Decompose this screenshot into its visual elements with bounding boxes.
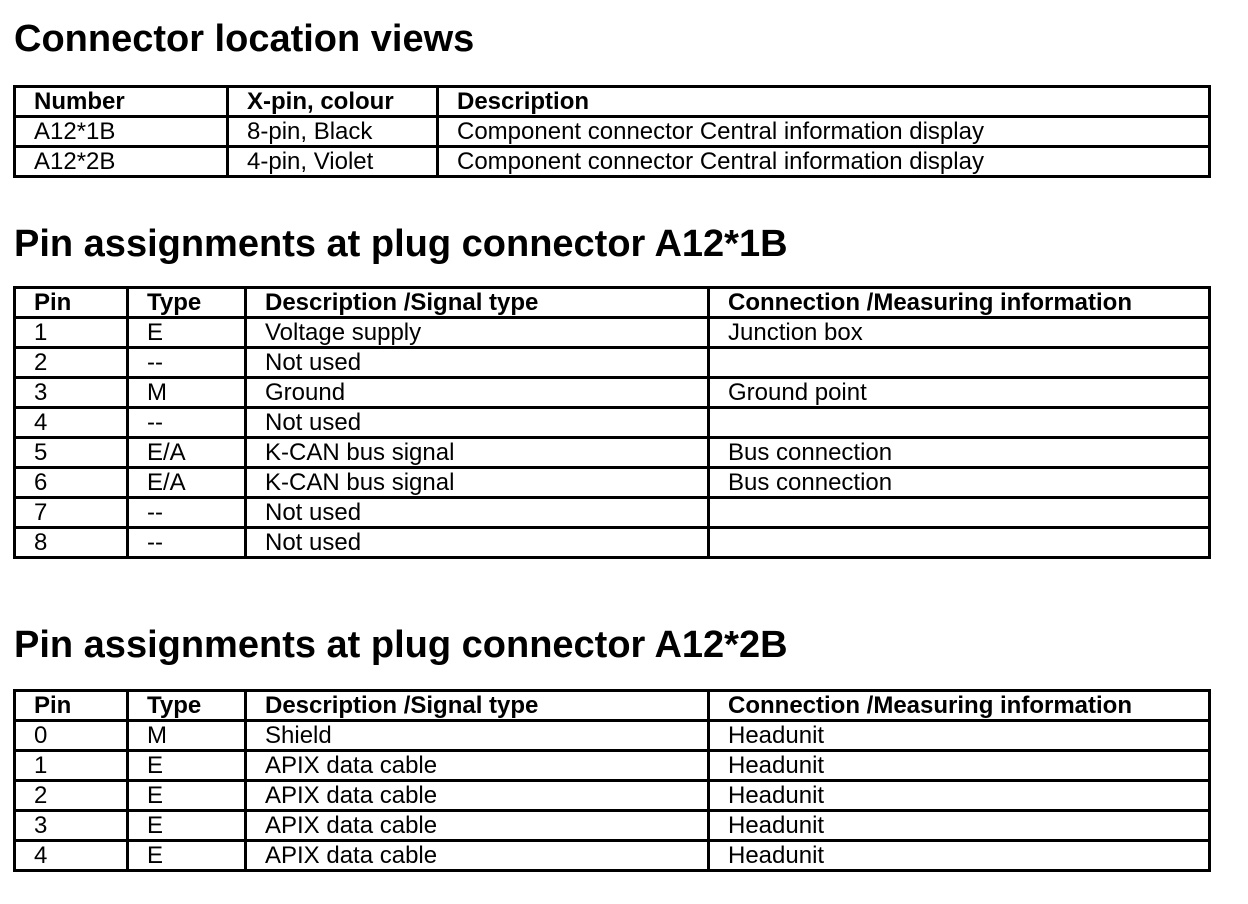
table-header-row [15, 87, 1210, 117]
table-cell: 4 [15, 841, 128, 871]
table-cell: Bus connection [709, 468, 1210, 498]
table-row [15, 468, 1210, 498]
table-row [15, 408, 1210, 438]
table-row [15, 318, 1210, 348]
table-row [15, 498, 1210, 528]
column-header: Pin [15, 691, 128, 721]
table-cell: 3 [15, 378, 128, 408]
column-header: Number [15, 87, 228, 117]
table-cell: E/A [128, 468, 246, 498]
table-cell: Not used [246, 348, 709, 378]
table-cell: E [128, 751, 246, 781]
table-cell: -- [128, 498, 246, 528]
table-cell: A12*1B [15, 117, 228, 147]
table-cell: 6 [15, 468, 128, 498]
table-cell: -- [128, 408, 246, 438]
table-cell: E [128, 318, 246, 348]
table-cell: E [128, 781, 246, 811]
table-cell: 5 [15, 438, 128, 468]
table-row [15, 841, 1210, 871]
column-header: Pin [15, 288, 128, 318]
table-cell: 3 [15, 811, 128, 841]
table-row [15, 147, 1210, 177]
table-cell: 7 [15, 498, 128, 528]
table-cell: E [128, 841, 246, 871]
table-cell: Component connector Central information display [438, 117, 1210, 147]
table-cell: M [128, 378, 246, 408]
table-row [15, 117, 1210, 147]
table-cell: APIX data cable [246, 751, 709, 781]
table-cell: A12*2B [15, 147, 228, 177]
table-header-row [15, 288, 1210, 318]
column-header: Type [128, 691, 246, 721]
table-cell: Voltage supply [246, 318, 709, 348]
table-cell: 4 [15, 408, 128, 438]
table-cell: Headunit [709, 781, 1210, 811]
table-cell [709, 348, 1210, 378]
pin-assignments-a12-2b-table [13, 689, 1211, 872]
column-header: Description [438, 87, 1210, 117]
connector-location-table [13, 85, 1211, 178]
table-cell: Bus connection [709, 438, 1210, 468]
pin-assignments-a12-2b-title: Pin assignments at plug connector A12*2B [14, 624, 788, 666]
table-row [15, 378, 1210, 408]
table-cell: Not used [246, 528, 709, 558]
table-cell: Headunit [709, 811, 1210, 841]
table-cell: Not used [246, 408, 709, 438]
table-cell: Shield [246, 721, 709, 751]
table-cell: 1 [15, 751, 128, 781]
column-header: Type [128, 288, 246, 318]
table-cell: 2 [15, 781, 128, 811]
table-cell: Component connector Central information display [438, 147, 1210, 177]
table-cell: 8 [15, 528, 128, 558]
table-cell: 8-pin, Black [228, 117, 438, 147]
column-header: Description /Signal type [246, 288, 709, 318]
table-cell: K-CAN bus signal [246, 438, 709, 468]
table-cell: Junction box [709, 318, 1210, 348]
table-row [15, 528, 1210, 558]
table-cell: -- [128, 528, 246, 558]
table-row [15, 751, 1210, 781]
table-cell: Ground point [709, 378, 1210, 408]
table-row [15, 438, 1210, 468]
table-cell: 1 [15, 318, 128, 348]
table-cell: 4-pin, Violet [228, 147, 438, 177]
table-cell: APIX data cable [246, 781, 709, 811]
connector-location-views-title: Connector location views [14, 18, 475, 60]
table-cell: Headunit [709, 841, 1210, 871]
table-cell: 2 [15, 348, 128, 378]
column-header: X-pin, colour [228, 87, 438, 117]
column-header: Connection /Measuring information [709, 691, 1210, 721]
table-cell [709, 408, 1210, 438]
table-cell: 0 [15, 721, 128, 751]
column-header: Connection /Measuring information [709, 288, 1210, 318]
column-header: Description /Signal type [246, 691, 709, 721]
table-header-row [15, 691, 1210, 721]
table-cell: Headunit [709, 721, 1210, 751]
table-cell: M [128, 721, 246, 751]
table-row [15, 348, 1210, 378]
pin-assignments-a12-1b-table [13, 286, 1211, 559]
table-cell: APIX data cable [246, 841, 709, 871]
table-cell: K-CAN bus signal [246, 468, 709, 498]
pin-assignments-a12-1b-title: Pin assignments at plug connector A12*1B [14, 223, 788, 265]
table-cell: Ground [246, 378, 709, 408]
table-row [15, 781, 1210, 811]
table-row [15, 811, 1210, 841]
table-cell [709, 498, 1210, 528]
table-cell: APIX data cable [246, 811, 709, 841]
table-cell: E [128, 811, 246, 841]
table-cell: -- [128, 348, 246, 378]
table-row [15, 721, 1210, 751]
table-cell: E/A [128, 438, 246, 468]
table-cell [709, 528, 1210, 558]
table-cell: Not used [246, 498, 709, 528]
table-cell: Headunit [709, 751, 1210, 781]
